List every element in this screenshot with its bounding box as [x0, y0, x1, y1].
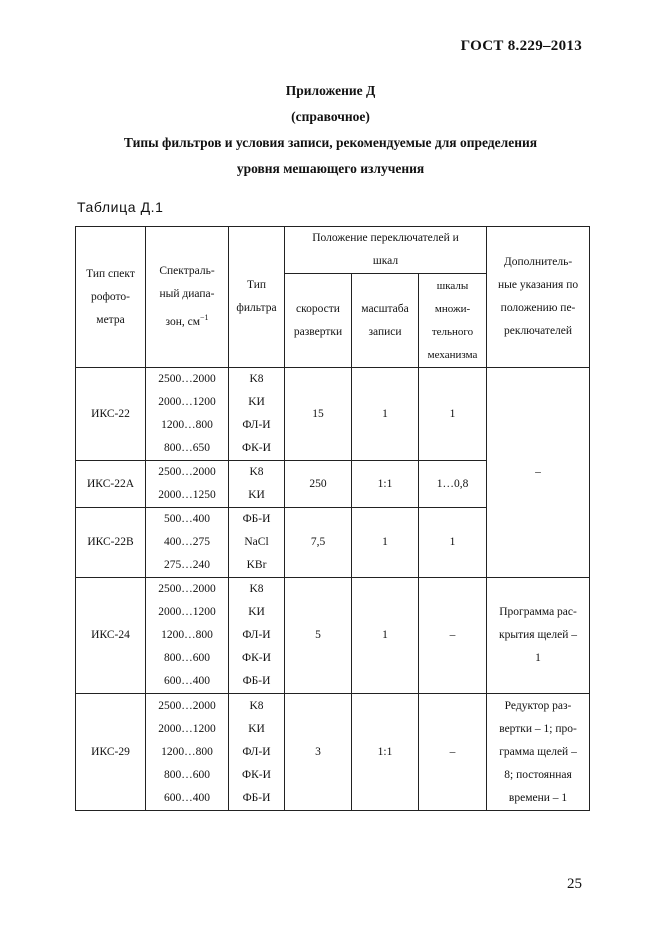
filter-table: [75, 226, 590, 811]
page-number: 25: [567, 876, 582, 892]
row-mult: 1: [419, 508, 487, 578]
col-header-type: Тип спект рофото- метра: [76, 227, 146, 368]
row-filters: K8 KИ: [229, 461, 285, 508]
col-header-switches: Положение переключателей и шкал: [285, 227, 487, 274]
row-filters: K8 KИ ФЛ-И ФК-И: [229, 368, 285, 461]
row-mult: –: [419, 578, 487, 694]
heading-line-2: уровня мешающего излучения: [236, 161, 425, 176]
row-filters: K8 KИ ФЛ-И ФК-И ФБ-И: [229, 578, 285, 694]
row-ranges: 500…400 400…275 275…240: [146, 508, 229, 578]
row-speed: 3: [285, 694, 352, 811]
appendix-title: Приложение Д: [285, 83, 376, 98]
row-ranges: 2500…2000 2000…1200 1200…800 800…600 600…400: [146, 578, 229, 694]
row-mult: 1…0,8: [419, 461, 487, 508]
row-filters: ФБ-И NaCl KBr: [229, 508, 285, 578]
table-row: [76, 368, 590, 461]
appendix-kind: (справочное): [291, 109, 370, 124]
col-header-mult: шкалы множи- тельного механизма: [419, 274, 487, 368]
row-scale: 1: [352, 578, 419, 694]
row-speed: 15: [285, 368, 352, 461]
col-header-extra: Дополнитель- ные указания по положению пе- реключателей: [487, 227, 590, 368]
row-speed: 250: [285, 461, 352, 508]
table-row: [76, 578, 590, 694]
row-shared-note: –: [487, 368, 590, 578]
row-type: ИКС-29: [76, 694, 146, 811]
row-type: ИКС-22В: [76, 508, 146, 578]
col-header-scale: масштаба записи: [352, 274, 419, 368]
row-scale: 1:1: [352, 694, 419, 811]
table-caption: Таблица Д.1: [77, 199, 164, 215]
row-filters: K8 KИ ФЛ-И ФК-И ФБ-И: [229, 694, 285, 811]
row-ranges: 2500…2000 2000…1250: [146, 461, 229, 508]
col-header-range: Спектраль- ный диапа- зон, $см^{-1}$: [146, 227, 229, 368]
row-mult: 1: [419, 368, 487, 461]
col-header-speed: скорости развертки: [285, 274, 352, 368]
document-header: ГОСТ 8.229–2013: [460, 38, 582, 54]
heading-line-1: Типы фильтров и условия записи, рекомендуемые для определения: [123, 135, 538, 150]
row-scale: 1: [352, 508, 419, 578]
row-note: Программа рас- крытия щелей – 1: [487, 578, 590, 694]
row-note: Редуктор раз- вертки – 1; про- грамма щелей – 8; постоянная времени – 1: [487, 694, 590, 811]
row-scale: 1: [352, 368, 419, 461]
appendix-heading: [0, 78, 661, 182]
col-header-filter: Тип фильтра: [229, 227, 285, 368]
row-ranges: 2500…2000 2000…1200 1200…800 800…650: [146, 368, 229, 461]
row-type: ИКС-22: [76, 368, 146, 461]
row-type: ИКС-22А: [76, 461, 146, 508]
row-speed: 7,5: [285, 508, 352, 578]
row-ranges: 2500…2000 2000…1200 1200…800 800…600 600…400: [146, 694, 229, 811]
row-mult: –: [419, 694, 487, 811]
row-scale: 1:1: [352, 461, 419, 508]
row-speed: 5: [285, 578, 352, 694]
table-row: [76, 694, 590, 811]
row-type: ИКС-24: [76, 578, 146, 694]
